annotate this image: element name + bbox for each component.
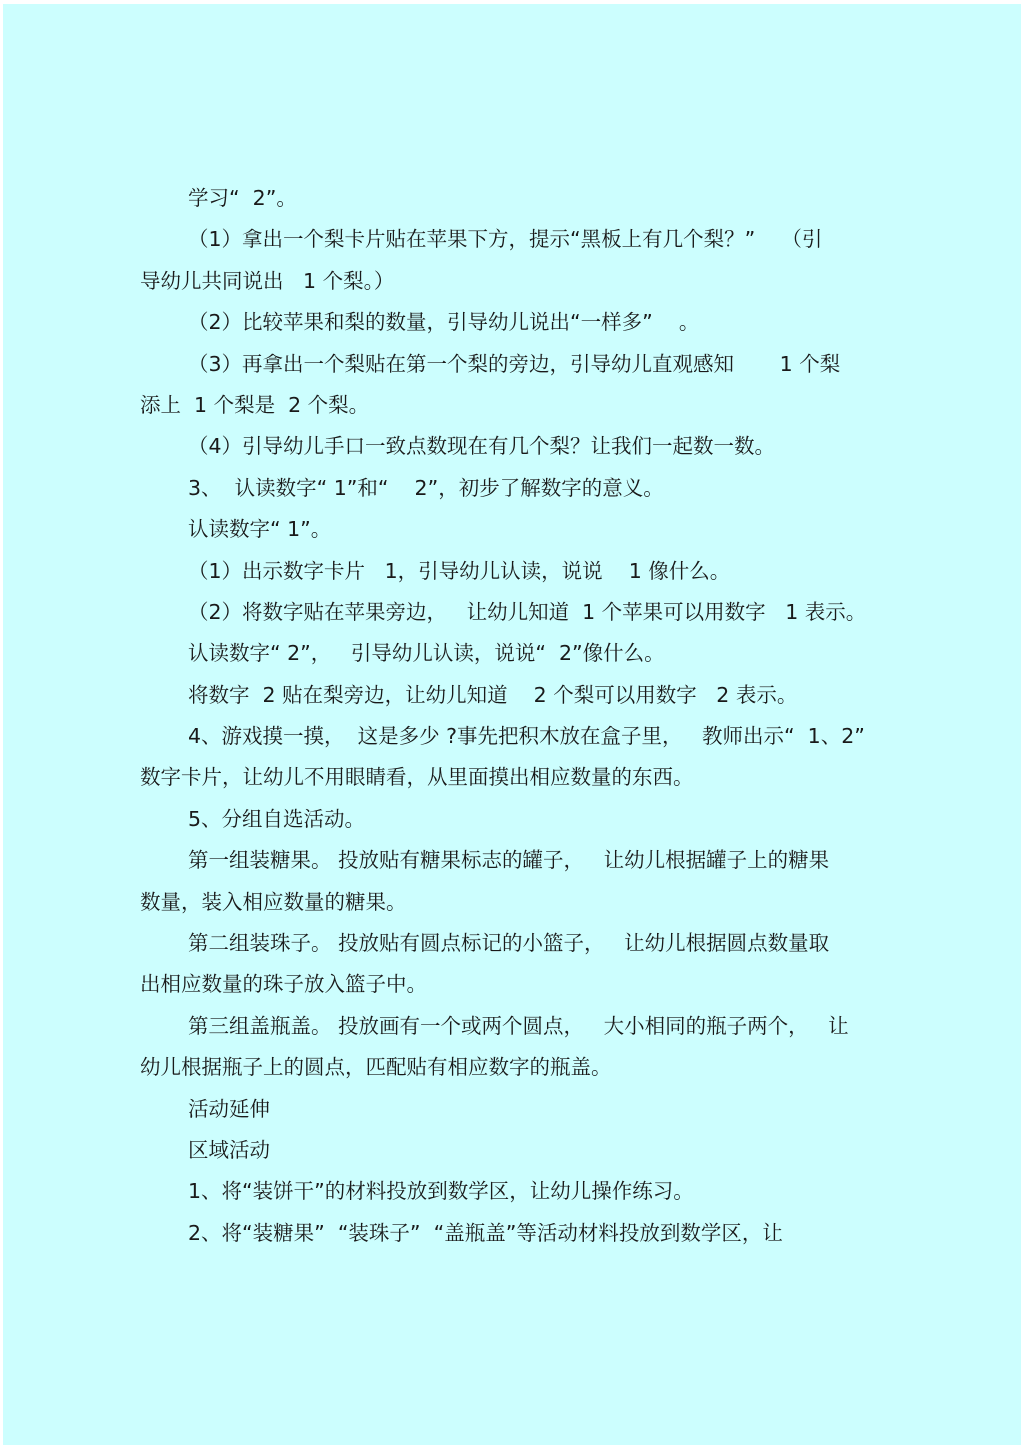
text-line: 认读数字“ 1”。 [188, 517, 332, 542]
text-line: 出相应数量的珠子放入篮子中。 [140, 972, 427, 997]
text-line: 第二组装珠子。 投放贴有圆点标记的小篮子， 让幼儿根据圆点数量取 [188, 931, 830, 956]
document-page [3, 4, 1021, 1445]
text-line: （2）将数字贴在苹果旁边， 让幼儿知道 1 个苹果可以用数字 1 表示。 [188, 599, 867, 624]
text-line: 第一组装糖果。 投放贴有糖果标志的罐子， 让幼儿根据罐子上的糖果 [188, 848, 830, 873]
text-line: 5、分组自选活动。 [188, 806, 366, 831]
text-line: 区域活动 [188, 1137, 270, 1162]
text-line: 添上 1 个梨是 2 个梨。 [140, 392, 370, 417]
text-line: 将数字 2 贴在梨旁边，让幼儿知道 2 个梨可以用数字 2 表示。 [188, 682, 798, 707]
text-line: （3）再拿出一个梨贴在第一个梨的旁边，引导幼儿直观感知 1 个梨 [188, 351, 841, 376]
text-line: 1、将“装饼干”的材料投放到数学区，让幼儿操作练习。 [188, 1179, 694, 1204]
text-line: （1）拿出一个梨卡片贴在苹果下方，提示“黑板上有几个梨？” （引 [188, 227, 823, 252]
text-line: 认读数字“ 2”， 引导幼儿认读，说说“ 2”像什么。 [188, 641, 665, 666]
text-line: （1）出示数字卡片 1，引导幼儿认读，说说 1 像什么。 [188, 558, 731, 583]
text-line: 学习“ 2”。 [188, 186, 297, 210]
text-line: 幼儿根据瓶子上的圆点，匹配贴有相应数字的瓶盖。 [140, 1055, 612, 1080]
text-line: 导幼儿共同说出 1 个梨。） [140, 268, 395, 293]
text-line: 数量，装入相应数量的糖果。 [140, 889, 407, 914]
text-line: 3、 认读数字“ 1”和“ 2”，初步了解数字的意义。 [188, 475, 664, 500]
text-line: 数字卡片，让幼儿不用眼睛看，从里面摸出相应数量的东西。 [140, 765, 694, 790]
text-line: （2）比较苹果和梨的数量，引导幼儿说出“一样多” 。 [188, 310, 700, 335]
document-body [140, 178, 900, 1254]
text-line: （4）引导幼儿手口一致点数现在有几个梨？让我们一起数一数。 [188, 434, 776, 459]
text-line: 4、游戏摸一摸， 这是多少 ?事先把积木放在盒子里， 教师出示“ 1、2” [188, 724, 865, 749]
text-line: 活动延伸 [188, 1096, 270, 1121]
text-line: 第三组盖瓶盖。 投放画有一个或两个圆点， 大小相同的瓶子两个， 让 [188, 1013, 849, 1038]
text-line: 2、将“装糖果” “装珠子” “盖瓶盖”等活动材料投放到数学区，让 [188, 1220, 783, 1245]
